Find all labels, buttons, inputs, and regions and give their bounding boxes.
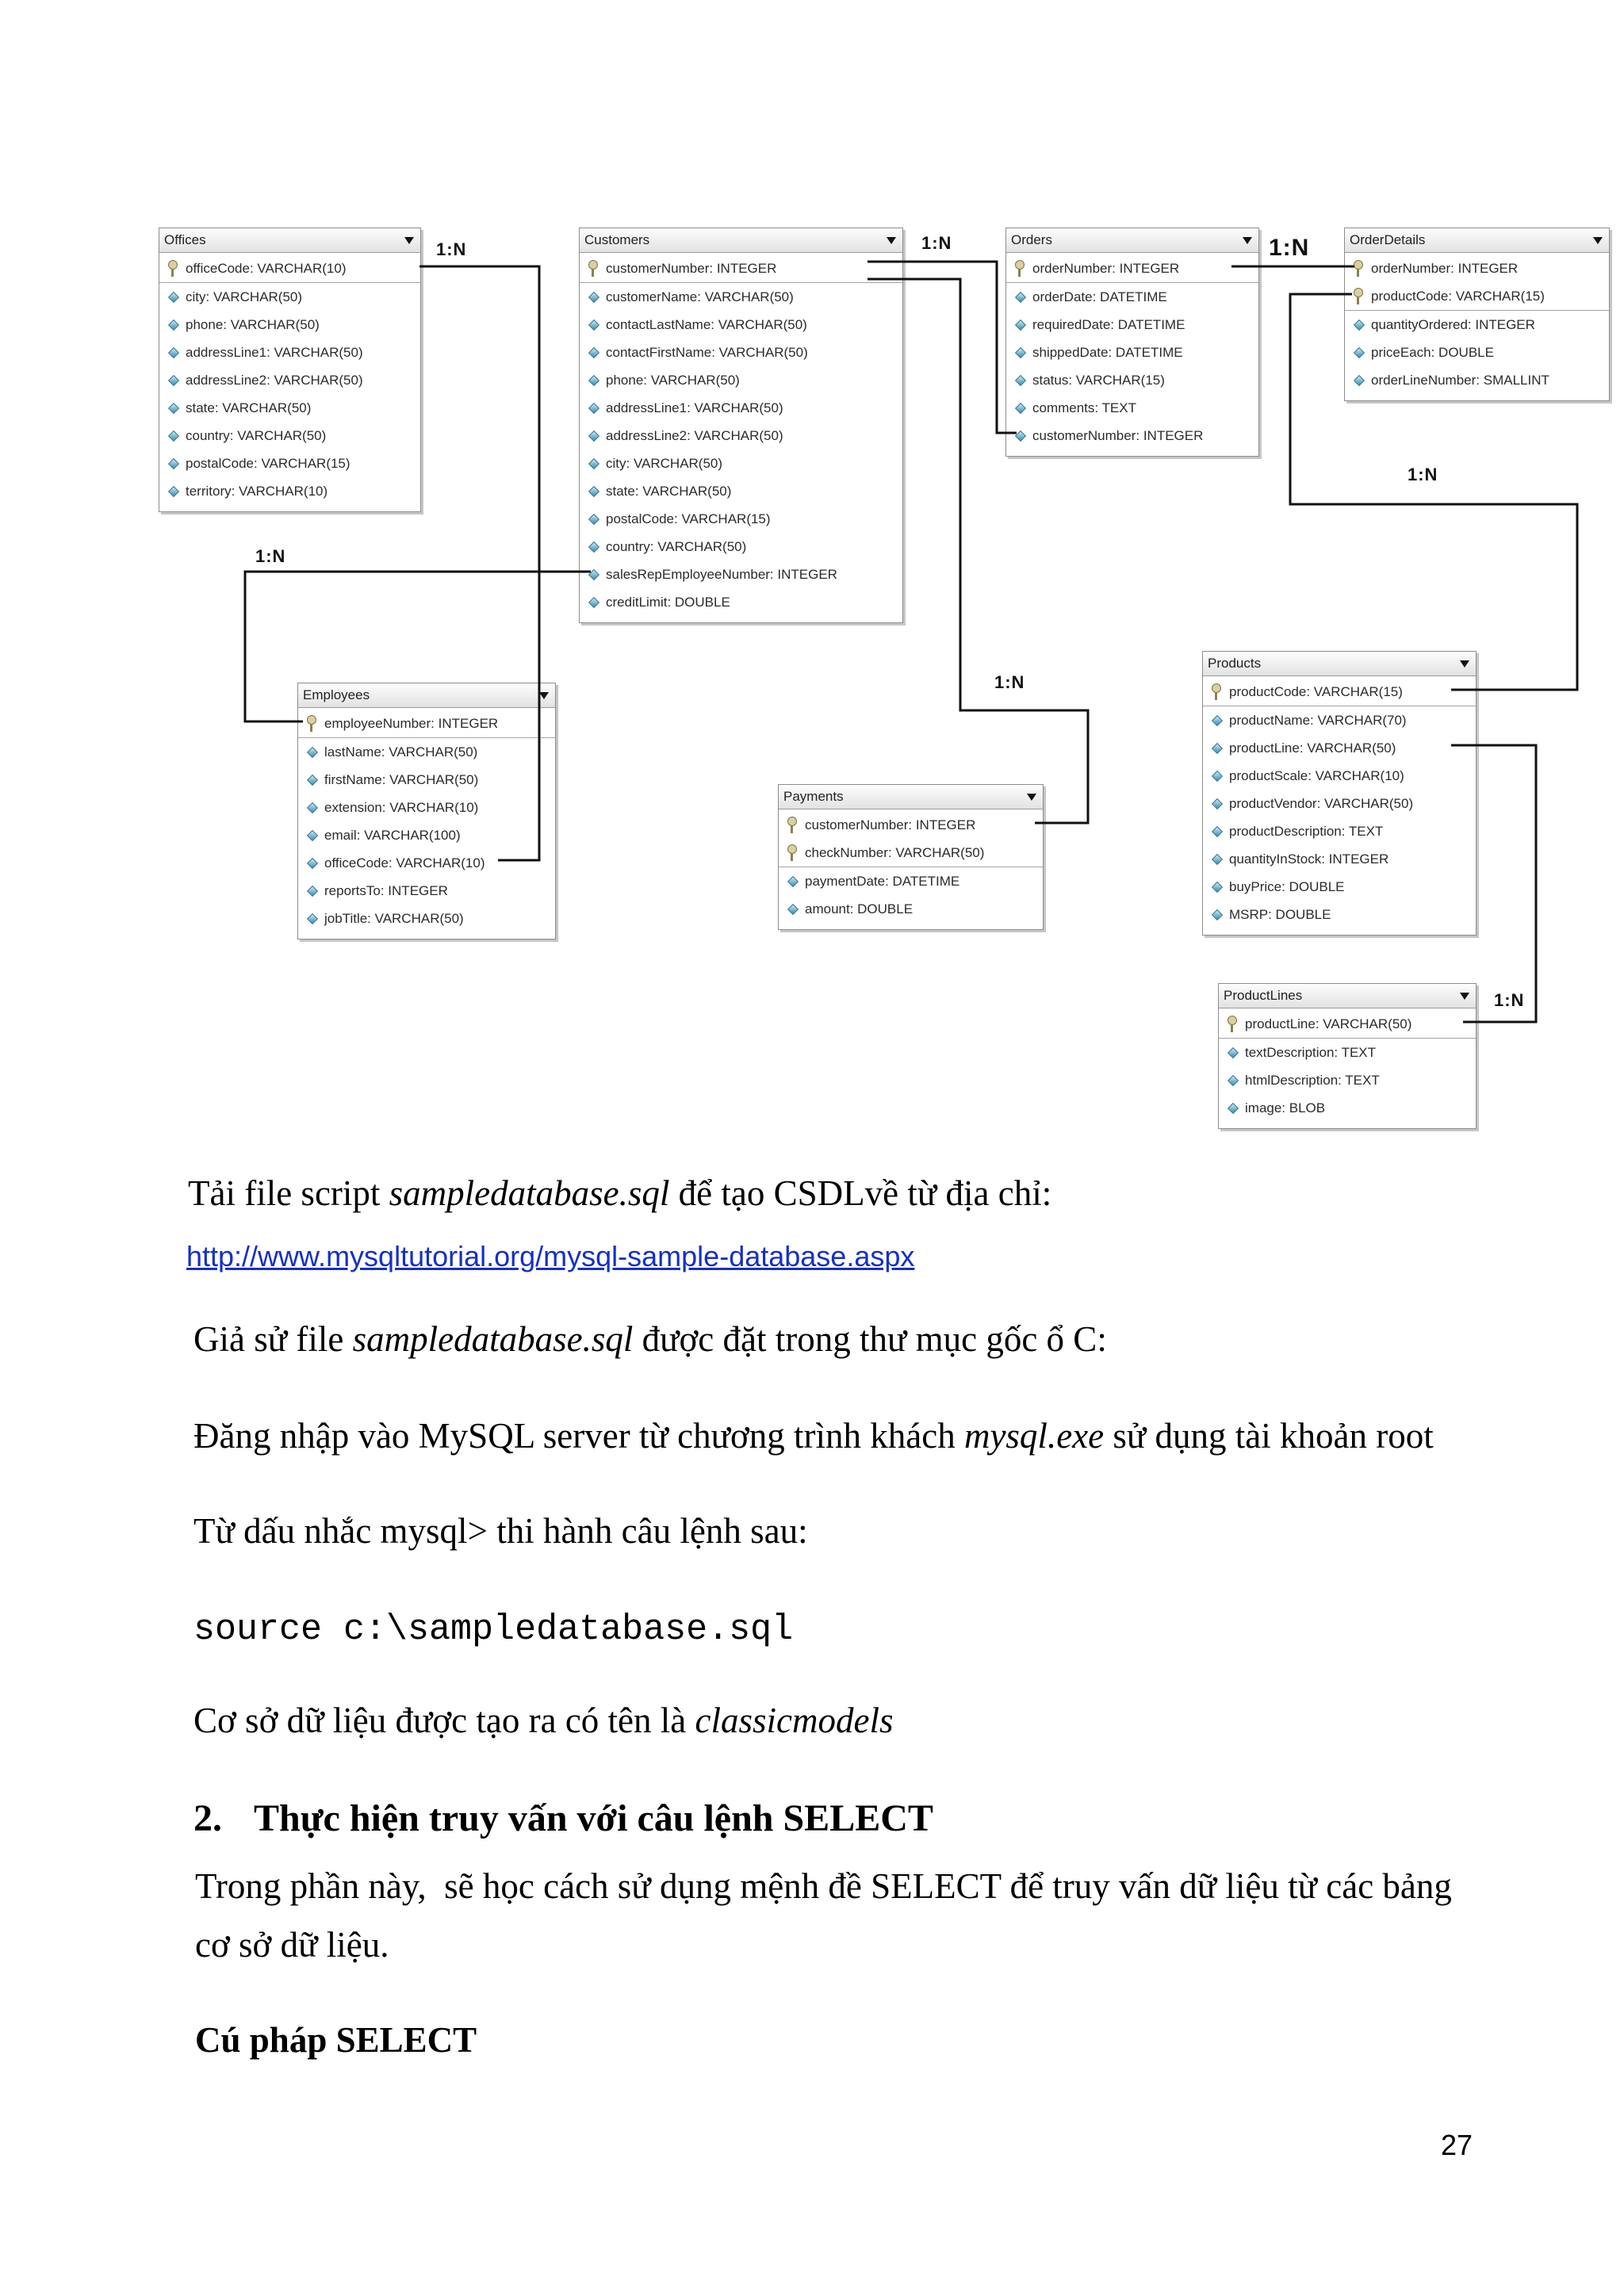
field-row <box>580 588 902 616</box>
field-label: orderDate: DATETIME <box>1032 289 1167 304</box>
field-row <box>159 450 420 477</box>
field-label: productScale: VARCHAR(10) <box>1229 768 1404 783</box>
field-label: productLine: VARCHAR(50) <box>1229 740 1396 756</box>
column-icon <box>1212 909 1223 920</box>
field-label: orderLineNumber: SMALLINT <box>1371 373 1549 388</box>
field-label: amount: DOUBLE <box>805 901 914 916</box>
field-label: addressLine1: VARCHAR(50) <box>606 400 783 415</box>
field-label: orderNumber: INTEGER <box>1371 261 1519 276</box>
key-icon <box>1354 288 1363 297</box>
column-icon <box>588 375 599 386</box>
field-list <box>1203 676 1476 935</box>
section-heading <box>254 1796 933 1842</box>
download-instruction <box>188 1172 1051 1215</box>
chevron-down-icon <box>1243 237 1252 244</box>
column-icon <box>588 458 599 469</box>
column-icon <box>1015 347 1026 358</box>
field-label: productCode: VARCHAR(15) <box>1229 684 1403 699</box>
login-text-start: Đăng nhập vào MySQL server từ chương trình khách <box>193 1416 964 1456</box>
file-location-start: Giả sử file <box>193 1319 353 1359</box>
field-label: country: VARCHAR(50) <box>606 539 747 554</box>
column-icon <box>168 430 179 442</box>
field-label: city: VARCHAR(50) <box>186 289 303 304</box>
login-instruction <box>193 1414 1434 1457</box>
field-row <box>1203 734 1476 762</box>
field-label: paymentDate: DATETIME <box>805 874 960 889</box>
cardinality-label: 1:N <box>1269 235 1310 261</box>
chevron-down-icon <box>539 692 549 699</box>
field-label: email: VARCHAR(100) <box>324 828 461 843</box>
field-row <box>1219 1094 1476 1122</box>
key-icon <box>1354 260 1363 270</box>
field-label: checkNumber: VARCHAR(50) <box>805 845 985 860</box>
field-row <box>779 867 1043 895</box>
field-label: customerNumber: INTEGER <box>1032 428 1204 443</box>
field-list <box>159 253 420 511</box>
field-row <box>1345 282 1609 311</box>
field-label: creditLimit: DOUBLE <box>606 595 730 610</box>
field-label: comments: TEXT <box>1032 400 1136 415</box>
field-label: productVendor: VARCHAR(50) <box>1229 796 1414 811</box>
field-row <box>1203 706 1476 734</box>
orderdetails-table <box>1344 228 1610 401</box>
column-icon <box>168 486 179 497</box>
table-title: OrderDetails <box>1350 232 1426 247</box>
key-icon <box>307 715 316 725</box>
field-row <box>1006 311 1258 339</box>
field-label: state: VARCHAR(50) <box>606 484 732 499</box>
cardinality-label: 1:N <box>1408 465 1438 484</box>
field-row <box>1006 283 1258 311</box>
field-row <box>159 422 420 450</box>
field-row <box>580 283 902 311</box>
section-intro-line-2 <box>195 1923 389 1966</box>
field-label: requiredDate: DATETIME <box>1032 317 1185 332</box>
column-icon <box>307 775 318 786</box>
column-icon <box>1015 403 1026 414</box>
table-header <box>1219 984 1476 1008</box>
key-icon <box>588 260 598 270</box>
field-label: orderNumber: INTEGER <box>1032 261 1180 276</box>
field-label: contactLastName: VARCHAR(50) <box>606 317 807 332</box>
table-header <box>1345 228 1609 253</box>
column-icon <box>1212 771 1223 782</box>
column-icon <box>1212 798 1223 809</box>
section-intro-line-1 <box>195 1865 1452 1908</box>
command-line <box>193 1605 793 1651</box>
column-icon <box>1228 1075 1239 1086</box>
script-filename: sampledatabase.sql <box>352 1319 634 1359</box>
column-icon <box>1015 430 1026 442</box>
field-row <box>580 422 902 450</box>
field-label: state: VARCHAR(50) <box>186 400 312 415</box>
field-label: officeCode: VARCHAR(10) <box>324 855 485 871</box>
field-row <box>580 477 902 505</box>
prompt-text: Từ dấu nhắc mysql> thi hành câu lệnh sau: <box>193 1511 808 1551</box>
column-icon <box>1212 854 1223 865</box>
column-icon <box>1354 375 1365 386</box>
field-list <box>1345 253 1609 400</box>
field-label: quantityOrdered: INTEGER <box>1371 317 1535 332</box>
script-filename: sampledatabase.sql <box>389 1173 670 1213</box>
column-icon <box>1212 715 1223 726</box>
field-row <box>298 849 555 877</box>
prompt-instruction <box>193 1510 808 1552</box>
column-icon <box>1354 347 1365 358</box>
column-icon <box>787 904 799 915</box>
field-row <box>779 895 1043 923</box>
orders-table <box>1005 228 1259 457</box>
column-icon <box>168 320 179 331</box>
field-label: addressLine2: VARCHAR(50) <box>606 428 783 443</box>
field-row <box>1203 845 1476 873</box>
field-row <box>1203 873 1476 901</box>
chevron-down-icon <box>1460 993 1469 1000</box>
field-label: productCode: VARCHAR(15) <box>1371 289 1545 304</box>
field-row <box>159 254 420 283</box>
chevron-down-icon <box>1460 660 1469 668</box>
field-list <box>298 708 555 939</box>
column-icon <box>168 403 179 414</box>
field-row <box>1006 254 1258 283</box>
field-row <box>779 811 1043 839</box>
field-label: contactFirstName: VARCHAR(50) <box>606 345 808 360</box>
column-icon <box>307 802 318 813</box>
field-label: territory: VARCHAR(10) <box>186 484 328 499</box>
field-row <box>1345 254 1609 282</box>
section-heading-number <box>193 1796 222 1842</box>
cardinality-label: 1:N <box>436 239 467 259</box>
field-row <box>159 366 420 394</box>
field-label: lastName: VARCHAR(50) <box>324 744 478 760</box>
chevron-down-icon <box>1593 237 1603 244</box>
column-icon <box>588 486 599 497</box>
instruction-text-end: để tạo CSDLvề từ địa chỉ: <box>669 1173 1052 1213</box>
field-label: customerNumber: INTEGER <box>606 261 777 276</box>
cardinality-label: 1:N <box>921 233 952 253</box>
column-icon <box>1015 292 1026 303</box>
column-icon <box>307 886 318 897</box>
field-row <box>1006 339 1258 366</box>
table-header <box>779 785 1043 809</box>
field-row <box>159 311 420 339</box>
column-icon <box>588 320 599 331</box>
chevron-down-icon <box>404 237 414 244</box>
table-title: Orders <box>1011 232 1052 247</box>
field-row <box>1345 366 1609 394</box>
subheading-text: Cú pháp SELECT <box>195 2020 477 2060</box>
chevron-down-icon <box>887 237 896 244</box>
field-label: postalCode: VARCHAR(15) <box>606 511 771 526</box>
column-icon <box>588 430 599 442</box>
field-label: country: VARCHAR(50) <box>186 428 327 443</box>
table-header <box>1006 228 1258 253</box>
field-label: textDescription: TEXT <box>1245 1045 1377 1060</box>
subheading <box>195 2019 477 2061</box>
column-icon <box>1354 320 1365 331</box>
field-row <box>779 839 1043 867</box>
field-row <box>1006 422 1258 450</box>
field-label: productDescription: TEXT <box>1229 824 1384 839</box>
field-row <box>298 710 555 738</box>
column-icon <box>1212 826 1223 837</box>
field-label: postalCode: VARCHAR(15) <box>186 456 350 471</box>
table-header <box>159 228 420 253</box>
offices-table <box>159 228 421 512</box>
field-label: jobTitle: VARCHAR(50) <box>324 911 464 926</box>
field-label: shippedDate: DATETIME <box>1032 345 1183 360</box>
field-row <box>1219 1066 1476 1094</box>
field-label: phone: VARCHAR(50) <box>606 373 740 388</box>
column-icon <box>1015 320 1026 331</box>
field-label: phone: VARCHAR(50) <box>186 317 320 332</box>
login-text-end: sử dụng tài khoản root <box>1104 1416 1434 1456</box>
field-list <box>1006 253 1258 456</box>
customers-table <box>579 228 903 623</box>
paragraph-text: Trong phần này, sẽ học cách sử dụng mệnh đề SELECT để truy vấn dữ liệu từ các bảng <box>195 1866 1452 1906</box>
key-icon <box>1228 1016 1237 1025</box>
field-row <box>580 533 902 561</box>
field-label: addressLine1: VARCHAR(50) <box>186 345 363 360</box>
column-icon <box>168 347 179 358</box>
field-label: productName: VARCHAR(70) <box>1229 713 1407 728</box>
column-icon <box>588 569 599 580</box>
field-label: htmlDescription: TEXT <box>1245 1073 1380 1088</box>
field-row <box>298 821 555 849</box>
table-title: Products <box>1208 656 1262 671</box>
field-row <box>298 794 555 821</box>
field-label: MSRP: DOUBLE <box>1229 907 1331 922</box>
field-row <box>1006 394 1258 422</box>
column-icon <box>168 458 179 469</box>
field-label: firstName: VARCHAR(50) <box>324 772 479 787</box>
field-label: reportsTo: INTEGER <box>324 883 448 898</box>
column-icon <box>588 292 599 303</box>
instruction-text: Tải file script <box>188 1173 389 1213</box>
column-icon <box>1228 1103 1239 1114</box>
key-icon <box>787 817 797 826</box>
employees-table <box>297 683 556 939</box>
field-row <box>298 877 555 905</box>
field-list <box>1219 1008 1476 1128</box>
field-row <box>580 561 902 588</box>
column-icon <box>1015 375 1026 386</box>
field-row <box>1203 762 1476 790</box>
database-name-text <box>193 1699 893 1742</box>
download-link-line <box>186 1233 914 1276</box>
field-row <box>298 766 555 794</box>
field-row <box>298 738 555 766</box>
key-icon <box>1015 260 1025 270</box>
column-icon <box>307 747 318 758</box>
key-icon <box>787 844 797 854</box>
field-list <box>580 253 902 622</box>
field-label: buyPrice: DOUBLE <box>1229 879 1345 894</box>
field-row <box>1219 1039 1476 1066</box>
field-label: officeCode: VARCHAR(10) <box>186 261 347 276</box>
chevron-down-icon <box>1027 794 1036 801</box>
column-icon <box>1228 1047 1239 1058</box>
field-row <box>159 394 420 422</box>
download-link[interactable]: http://www.mysqltutorial.org/mysql-sample-database.aspx <box>186 1240 915 1272</box>
field-label: image: BLOB <box>1245 1100 1326 1115</box>
table-title: ProductLines <box>1224 988 1303 1003</box>
field-row <box>580 254 902 283</box>
field-row <box>159 283 420 311</box>
file-location-end: được đặt trong thư mục gốc ổ C: <box>633 1319 1107 1359</box>
section-title: Thực hiện truy vấn với câu lệnh SELECT <box>254 1797 933 1839</box>
column-icon <box>787 876 799 887</box>
field-row <box>1203 790 1476 817</box>
field-row <box>580 366 902 394</box>
column-icon <box>1212 743 1223 754</box>
payments-table <box>778 784 1044 930</box>
table-title: Offices <box>164 232 206 247</box>
field-row <box>1345 311 1609 339</box>
field-label: addressLine2: VARCHAR(50) <box>186 373 363 388</box>
column-icon <box>588 403 599 414</box>
column-icon <box>588 541 599 553</box>
field-row <box>580 339 902 366</box>
column-icon <box>588 514 599 525</box>
column-icon <box>168 375 179 386</box>
field-label: quantityInStock: INTEGER <box>1229 851 1389 867</box>
field-row <box>298 905 555 932</box>
section-number: 2. <box>193 1797 222 1839</box>
field-label: extension: VARCHAR(10) <box>324 800 479 815</box>
column-icon <box>307 830 318 841</box>
field-label: productLine: VARCHAR(50) <box>1245 1016 1412 1031</box>
products-table <box>1202 651 1477 936</box>
field-row <box>580 394 902 422</box>
field-row <box>1203 817 1476 845</box>
file-location-text <box>193 1318 1107 1360</box>
field-row <box>1345 339 1609 366</box>
database-name: classicmodels <box>695 1701 894 1740</box>
database-text: Cơ sở dữ liệu được tạo ra có tên là <box>193 1701 695 1740</box>
column-icon <box>307 858 318 869</box>
table-title: Customers <box>584 232 650 247</box>
table-title: Employees <box>303 687 370 702</box>
table-header <box>580 228 902 253</box>
field-row <box>580 450 902 477</box>
cardinality-label: 1:N <box>1494 990 1525 1010</box>
paragraph-text: cơ sở dữ liệu. <box>195 1925 389 1965</box>
field-row <box>580 505 902 533</box>
column-icon <box>588 347 599 358</box>
column-icon <box>588 597 599 608</box>
field-label: employeeNumber: INTEGER <box>324 716 499 731</box>
table-header <box>1203 652 1476 676</box>
productlines-table <box>1218 983 1477 1129</box>
page-number: 27 <box>1441 2129 1473 2161</box>
field-label: salesRepEmployeeNumber: INTEGER <box>606 567 837 582</box>
column-icon <box>307 913 318 924</box>
client-program-name: mysql.exe <box>963 1416 1105 1456</box>
table-title: Payments <box>783 789 844 804</box>
field-label: status: VARCHAR(15) <box>1032 373 1165 388</box>
field-row <box>1219 1010 1476 1039</box>
field-label: customerName: VARCHAR(50) <box>606 289 794 304</box>
field-row <box>1006 366 1258 394</box>
key-icon <box>1212 683 1221 693</box>
field-list <box>779 809 1043 929</box>
field-row <box>1203 678 1476 706</box>
field-label: customerNumber: INTEGER <box>805 817 976 832</box>
cardinality-label: 1:N <box>255 546 286 566</box>
field-row <box>159 339 420 366</box>
field-row <box>159 477 420 505</box>
key-icon <box>168 260 178 270</box>
column-icon <box>168 292 179 303</box>
field-row <box>580 311 902 339</box>
field-label: city: VARCHAR(50) <box>606 456 723 471</box>
table-header <box>298 683 555 708</box>
column-icon <box>1212 882 1223 893</box>
cardinality-label: 1:N <box>994 672 1025 692</box>
field-row <box>1203 901 1476 928</box>
field-label: priceEach: DOUBLE <box>1371 345 1494 360</box>
sql-command: source c:\sampledatabase.sql <box>193 1609 794 1650</box>
